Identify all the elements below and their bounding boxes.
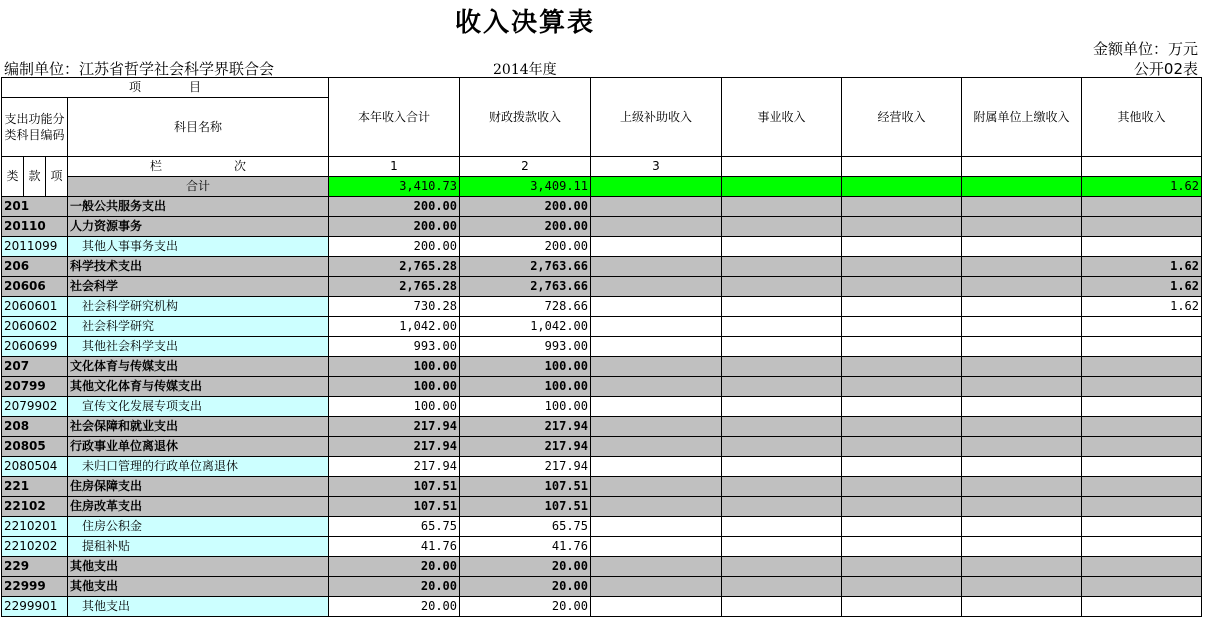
row-c2: 200.00 (460, 217, 591, 237)
row-c7 (1082, 357, 1202, 377)
row-c7 (1082, 417, 1202, 437)
row-name: 社会科学 (68, 277, 329, 297)
row-c7 (1082, 537, 1202, 557)
row-code: 2210202 (2, 537, 68, 557)
row-code: 229 (2, 557, 68, 577)
row-c7 (1082, 397, 1202, 417)
header-col3: 上级补助收入 (591, 78, 722, 157)
row-c1: 107.51 (329, 497, 460, 517)
header-item: 项 目 (2, 78, 329, 98)
row-c2: 217.94 (460, 457, 591, 477)
row-code: 22999 (2, 577, 68, 597)
table-row (2, 537, 1202, 557)
header-col2: 财政拨款收入 (460, 78, 591, 157)
row-name: 其他支出 (68, 577, 329, 597)
table-row (2, 277, 1202, 297)
row-name: 其他文化体育与传媒支出 (68, 377, 329, 397)
row-c2: 41.76 (460, 537, 591, 557)
row-code: 22102 (2, 497, 68, 517)
row-c7 (1082, 517, 1202, 537)
report-year: 2014年度 (493, 62, 557, 78)
table-row (2, 577, 1202, 597)
table-row (2, 197, 1202, 217)
table-row (2, 237, 1202, 257)
row-c2: 993.00 (460, 337, 591, 357)
row-c7: 1.62 (1082, 277, 1202, 297)
row-code: 20110 (2, 217, 68, 237)
row-code: 2060601 (2, 297, 68, 317)
row-c1: 1,042.00 (329, 317, 460, 337)
row-c7 (1082, 237, 1202, 257)
row-name: 社会保障和就业支出 (68, 417, 329, 437)
total-row (2, 177, 1202, 197)
row-code: 2080504 (2, 457, 68, 477)
table-row (2, 257, 1202, 277)
table-row (2, 437, 1202, 457)
row-c7 (1082, 497, 1202, 517)
header-col1: 本年收入合计 (329, 78, 460, 157)
row-name: 住房公积金 (68, 517, 329, 537)
row-code: 208 (2, 417, 68, 437)
row-code: 206 (2, 257, 68, 277)
row-name: 提租补贴 (68, 537, 329, 557)
header-kuan: 款 (24, 157, 46, 197)
row-name: 住房改革支出 (68, 497, 329, 517)
row-name: 其他人事事务支出 (68, 237, 329, 257)
row-c2: 100.00 (460, 377, 591, 397)
table-row (2, 357, 1202, 377)
header-col6: 附属单位上缴收入 (962, 78, 1082, 157)
col-number-3: 3 (591, 157, 722, 177)
row-c1: 200.00 (329, 217, 460, 237)
row-name: 其他社会科学支出 (68, 337, 329, 357)
table-row (2, 597, 1202, 617)
page-title: 收入决算表 (454, 8, 595, 38)
row-c1: 20.00 (329, 557, 460, 577)
row-c2: 107.51 (460, 497, 591, 517)
row-c7 (1082, 197, 1202, 217)
row-c1: 217.94 (329, 457, 460, 477)
row-c7: 1.62 (1082, 257, 1202, 277)
row-name: 社会科学研究机构 (68, 297, 329, 317)
row-c7 (1082, 437, 1202, 457)
table-row (2, 217, 1202, 237)
row-code: 2079902 (2, 397, 68, 417)
row-c1: 993.00 (329, 337, 460, 357)
row-c7 (1082, 317, 1202, 337)
table-row (2, 377, 1202, 397)
table-row (2, 457, 1202, 477)
table-row (2, 557, 1202, 577)
row-c2: 2,763.66 (460, 277, 591, 297)
row-c2: 100.00 (460, 397, 591, 417)
row-name: 社会科学研究 (68, 317, 329, 337)
row-name: 其他支出 (68, 557, 329, 577)
row-c1: 217.94 (329, 437, 460, 457)
header-col4: 事业收入 (722, 78, 842, 157)
row-c2: 217.94 (460, 437, 591, 457)
row-c7 (1082, 377, 1202, 397)
col-number-2: 2 (460, 157, 591, 177)
row-code: 207 (2, 357, 68, 377)
table-row (2, 317, 1202, 337)
row-name: 行政事业单位离退休 (68, 437, 329, 457)
row-code: 221 (2, 477, 68, 497)
row-c2: 20.00 (460, 557, 591, 577)
row-name: 住房保障支出 (68, 477, 329, 497)
row-c2: 2,763.66 (460, 257, 591, 277)
row-c1: 65.75 (329, 517, 460, 537)
row-code: 20799 (2, 377, 68, 397)
reporting-unit: 编制单位：江苏省哲学社会科学界联合会 (4, 60, 275, 78)
row-c2: 65.75 (460, 517, 591, 537)
table-row (2, 417, 1202, 437)
header-lanci: 栏 次 (68, 157, 329, 177)
row-code: 201 (2, 197, 68, 217)
total-c7: 1.62 (1082, 177, 1202, 197)
row-name: 其他支出 (68, 597, 329, 617)
table-row (2, 517, 1202, 537)
row-code: 2210201 (2, 517, 68, 537)
header-col7: 其他收入 (1082, 78, 1202, 157)
row-c1: 2,765.28 (329, 257, 460, 277)
row-c2: 200.00 (460, 237, 591, 257)
table-row (2, 497, 1202, 517)
row-code: 20805 (2, 437, 68, 457)
row-name: 科学技术支出 (68, 257, 329, 277)
row-c2: 728.66 (460, 297, 591, 317)
row-c7 (1082, 477, 1202, 497)
row-name: 人力资源事务 (68, 217, 329, 237)
row-c1: 20.00 (329, 577, 460, 597)
header-lei: 类 (2, 157, 24, 197)
row-code: 20606 (2, 277, 68, 297)
row-name: 文化体育与传媒支出 (68, 357, 329, 377)
row-c2: 1,042.00 (460, 317, 591, 337)
col-number-1: 1 (329, 157, 460, 177)
header-func-code: 支出功能分类科目编码 (2, 98, 68, 157)
row-name: 一般公共服务支出 (68, 197, 329, 217)
row-c7 (1082, 217, 1202, 237)
row-c2: 217.94 (460, 417, 591, 437)
total-label: 合计 (68, 177, 329, 197)
row-code: 2060602 (2, 317, 68, 337)
total-c2: 3,409.11 (460, 177, 591, 197)
row-c7 (1082, 577, 1202, 597)
table-row (2, 477, 1202, 497)
row-c1: 100.00 (329, 377, 460, 397)
row-c1: 20.00 (329, 597, 460, 617)
row-code: 2060699 (2, 337, 68, 357)
row-c1: 730.28 (329, 297, 460, 317)
row-code: 2011099 (2, 237, 68, 257)
row-code: 2299901 (2, 597, 68, 617)
row-c2: 20.00 (460, 597, 591, 617)
header-subject-name: 科目名称 (68, 98, 329, 157)
row-c7 (1082, 457, 1202, 477)
form-number: 公开02表 (1133, 60, 1198, 78)
row-c2: 200.00 (460, 197, 591, 217)
row-c2: 107.51 (460, 477, 591, 497)
row-c7 (1082, 597, 1202, 617)
amount-unit: 金额单位：万元 (1092, 40, 1198, 58)
table-row (2, 397, 1202, 417)
table-row (2, 297, 1202, 317)
row-c1: 200.00 (329, 197, 460, 217)
row-c1: 107.51 (329, 477, 460, 497)
row-name: 宣传文化发展专项支出 (68, 397, 329, 417)
row-c2: 100.00 (460, 357, 591, 377)
table-row (2, 337, 1202, 357)
total-c1: 3,410.73 (329, 177, 460, 197)
row-c1: 100.00 (329, 397, 460, 417)
row-c2: 20.00 (460, 577, 591, 597)
row-c1: 100.00 (329, 357, 460, 377)
row-c1: 2,765.28 (329, 277, 460, 297)
row-c7 (1082, 337, 1202, 357)
row-name: 未归口管理的行政单位离退休 (68, 457, 329, 477)
income-table (1, 77, 1202, 617)
row-c1: 200.00 (329, 237, 460, 257)
row-c7: 1.62 (1082, 297, 1202, 317)
header-xiang: 项 (46, 157, 68, 197)
row-c1: 217.94 (329, 417, 460, 437)
row-c7 (1082, 557, 1202, 577)
header-col5: 经营收入 (842, 78, 962, 157)
row-c1: 41.76 (329, 537, 460, 557)
